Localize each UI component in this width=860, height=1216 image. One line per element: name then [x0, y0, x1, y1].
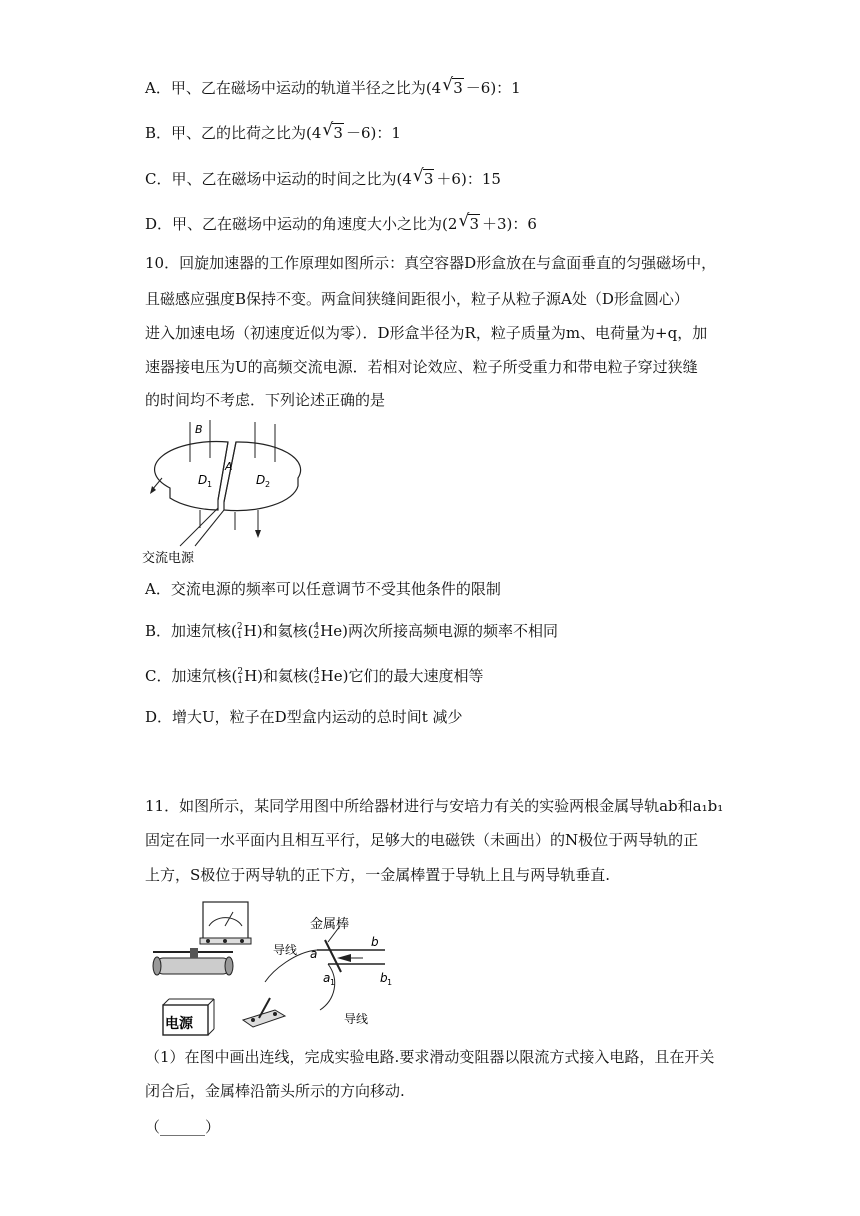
- label-a: A: [225, 460, 233, 473]
- q10-stem-line-1: 10．回旋加速器的工作原理如图所示：真空容器D形盒放在与盒面垂直的匀强磁场中，: [145, 254, 717, 272]
- label-rod: 金属棒: [310, 917, 350, 932]
- q10-stem-line-5: 的时间均不考虑．下列论述正确的是: [145, 391, 386, 409]
- label-a1: a: [323, 971, 331, 985]
- label-b1-sub: 1: [387, 978, 393, 987]
- label-d2-sub: 2: [265, 480, 271, 489]
- label-wire-2: 导线: [344, 1012, 369, 1026]
- q11-part1-line-1: （1）在图中画出连线，完成实验电路.要求滑动变阻器以限流方式接入电路，且在开关: [145, 1048, 715, 1066]
- q10-option-d: D．增大U，粒子在D型盒内运动的总时间t 减少: [145, 708, 463, 726]
- rheostat-icon: [153, 948, 233, 975]
- label-a: a: [310, 947, 318, 961]
- sqrt-symbol: √ 3: [443, 77, 464, 99]
- q10-stem-line-2: 且磁感应强度B保持不变。两盒间狭缝间距很小，粒子从粒子源A处（D形盒圆心）: [145, 290, 689, 308]
- label-d2: D: [256, 473, 266, 487]
- q10-stem-line-4: 速器接电压为U的高频交流电源．若相对论效应、粒子所受重力和带电粒子穿过狭缝: [145, 358, 698, 376]
- label-a1-sub: 1: [330, 978, 336, 987]
- label-ac-source: 交流电源: [142, 551, 195, 566]
- meter-icon: [200, 902, 251, 944]
- q10-option-b: B．加速氘核( 2 1 H)和氦核( 4 2 He)两次所接高频电源的频率不相同: [145, 622, 558, 641]
- sqrt-symbol: √ 3: [459, 213, 480, 235]
- label-b1: b: [380, 971, 388, 985]
- q10-stem-line-3: 进入加速电场（初速度近似为零）．D形盒半径为R，粒子质量为m、电荷量为+q，加: [145, 324, 708, 342]
- q11-part1-line-2: 闭合后，金属棒沿箭头所示的方向移动.: [145, 1082, 405, 1100]
- q9-option-b: B．甲、乙的比荷之比为(4√ 3 －6)：1: [145, 122, 401, 144]
- apparatus-figure: [145, 890, 405, 1040]
- q9-option-c: C．甲、乙在磁场中运动的时间之比为(4√ 3 ＋6)：15: [145, 168, 501, 190]
- q10-option-a: A．交流电源的频率可以任意调节不受其他条件的限制: [145, 580, 501, 598]
- label-d1-sub: 1: [207, 480, 213, 489]
- switch-icon: [243, 998, 285, 1027]
- label-wire-1: 导线: [273, 943, 298, 957]
- label-power: 电源: [165, 1016, 193, 1032]
- sqrt-symbol: √ 3: [414, 168, 435, 190]
- q11-stem-line-3: 上方，S极位于两导轨的正下方，一金属棒置于导轨上且与两导轨垂直.: [145, 866, 611, 884]
- label-b: b: [371, 935, 379, 949]
- q9-option-d: D．甲、乙在磁场中运动的角速度大小之比为(2√ 3 ＋3)：6: [145, 213, 537, 235]
- cyclotron-figure: [140, 418, 320, 568]
- answer-blank[interactable]: （______）: [145, 1118, 221, 1136]
- label-b: B: [195, 423, 203, 436]
- q11-stem-line-2: 固定在同一水平面内且相互平行，足够大的电磁铁（未画出）的N极位于两导轨的正: [145, 831, 699, 849]
- q10-option-c: C．加速氘核( 2 1 H)和氦核( 4 2 He)它们的最大速度相等: [145, 667, 484, 686]
- sqrt-symbol: √ 3: [323, 122, 344, 144]
- label-d1: D: [198, 473, 208, 487]
- q9-option-a: A．甲、乙在磁场中运动的轨道半径之比为(4√ 3 －6)：1: [145, 77, 521, 99]
- battery-icon: [163, 999, 214, 1035]
- q11-stem-line-1: 11．如图所示，某同学用图中所给器材进行与安培力有关的实验两根金属导轨ab和a₁b₁: [145, 797, 724, 815]
